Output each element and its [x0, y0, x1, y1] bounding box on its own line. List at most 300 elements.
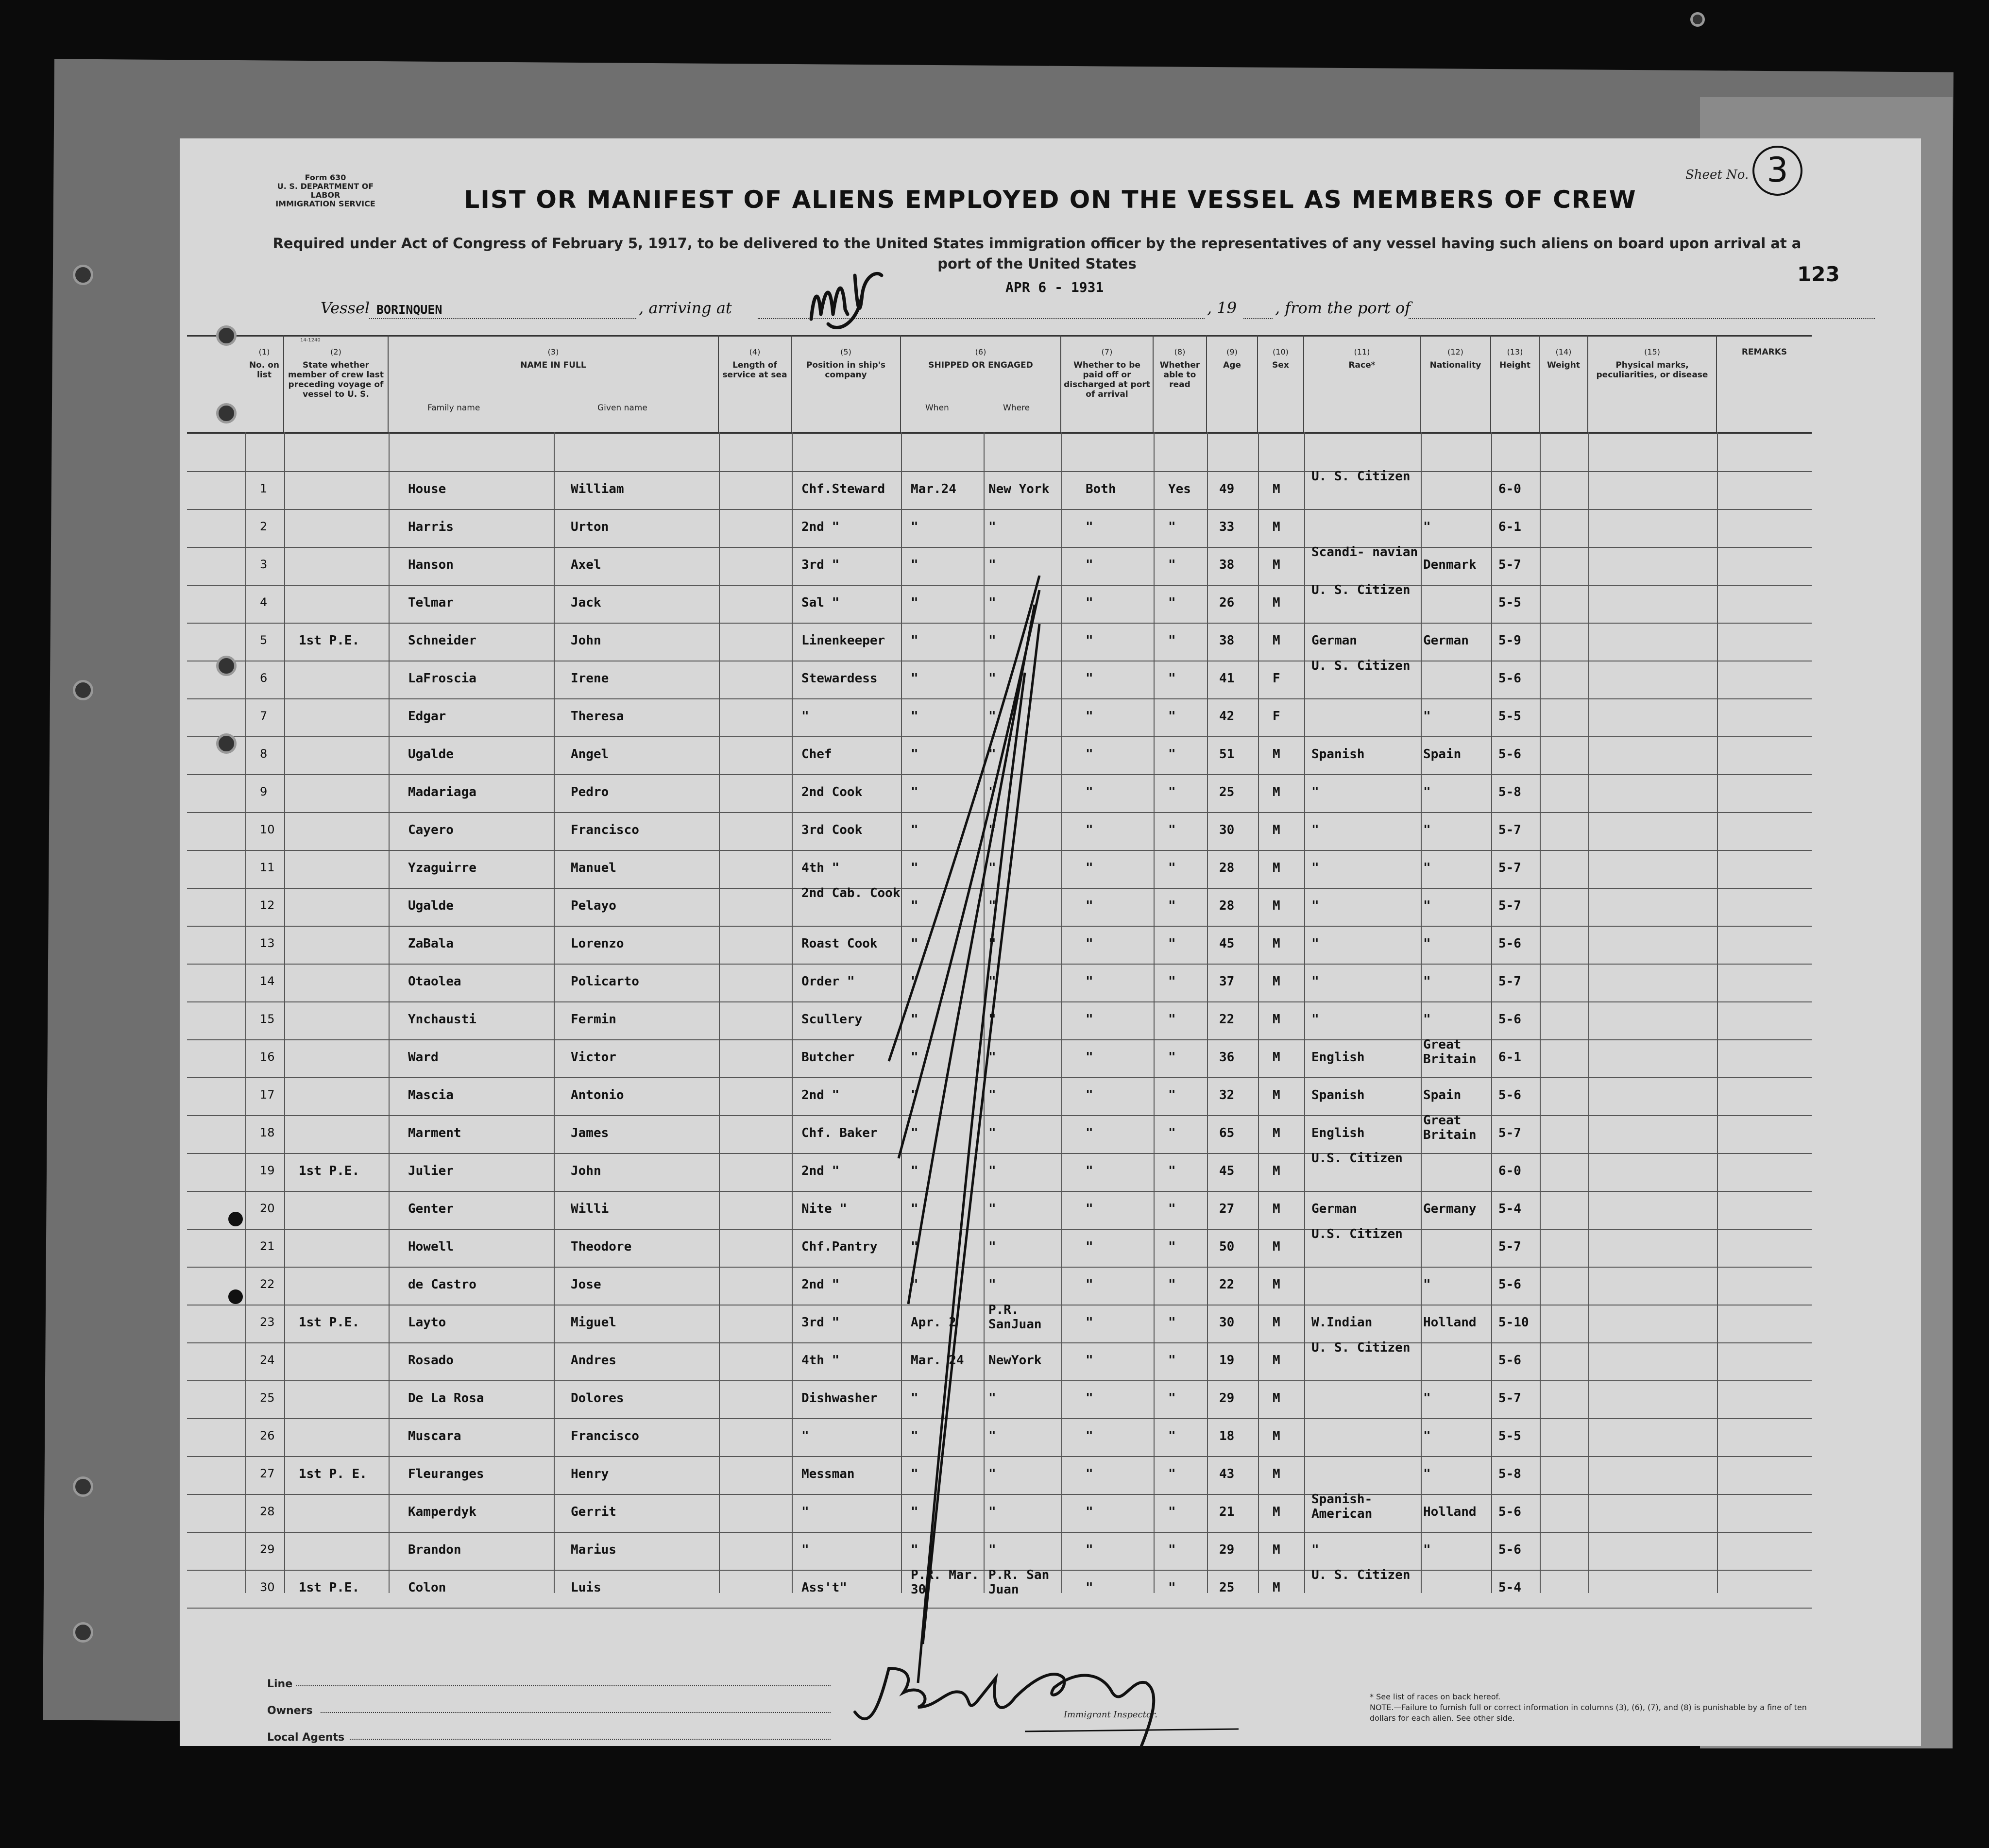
- cell-height: 5-7: [1498, 1391, 1521, 1406]
- cell-height: 5-6: [1498, 747, 1521, 762]
- cell-race: ": [1311, 785, 1319, 799]
- vessel-line: [321, 299, 1875, 333]
- cell-when: ": [911, 633, 918, 648]
- cell-no: 19: [260, 1164, 275, 1177]
- cell-position: Chef: [801, 747, 832, 762]
- cell-paid-off: ": [1086, 1277, 1093, 1292]
- cell-read: ": [1168, 861, 1176, 875]
- cell-race: ": [1311, 861, 1319, 875]
- cell-age: 32: [1219, 1088, 1235, 1102]
- cell-paid-off: ": [1086, 747, 1093, 762]
- punch-hole: [73, 1476, 93, 1497]
- cell-when: ": [911, 520, 918, 534]
- cell-read: ": [1168, 1202, 1176, 1216]
- cell-height: 5-8: [1498, 1467, 1521, 1481]
- table-row: [187, 471, 1812, 509]
- cell-read: ": [1168, 1505, 1176, 1519]
- cell-no: 16: [260, 1050, 275, 1064]
- cell-height: 5-6: [1498, 1012, 1521, 1027]
- cell-where: ": [988, 1012, 996, 1027]
- cell-family-name: Howell: [408, 1239, 454, 1254]
- cell-position: Sal ": [801, 595, 840, 610]
- cell-given-name: Lorenzo: [571, 936, 624, 951]
- cell-race: U. S. Citizen: [1311, 659, 1411, 673]
- cell-position: Nite ": [801, 1202, 847, 1216]
- cell-where: ": [988, 1239, 996, 1254]
- cell-age: 45: [1219, 936, 1235, 951]
- cell-nationality: ": [1423, 936, 1431, 951]
- cell-height: 6-0: [1498, 482, 1521, 496]
- cell-sex: M: [1273, 861, 1280, 875]
- cell-where: ": [988, 1050, 996, 1065]
- cell-no: 29: [260, 1543, 275, 1556]
- cell-when: ": [911, 1505, 918, 1519]
- cell-paid-off: ": [1086, 1353, 1093, 1368]
- cell-position: Chf.Pantry: [801, 1239, 878, 1254]
- agents-underline: [350, 1739, 831, 1740]
- cell-nationality: ": [1423, 899, 1431, 913]
- header-col-15: (15) Physical marks, peculiarities, or disease: [1588, 335, 1717, 432]
- cell-given-name: Marius: [571, 1543, 616, 1557]
- cell-height: 5-6: [1498, 1353, 1521, 1368]
- cell-age: 28: [1219, 861, 1235, 875]
- cell-position: ": [801, 1429, 809, 1443]
- header-when: When: [925, 403, 949, 413]
- cell-given-name: Miguel: [571, 1315, 616, 1330]
- cell-sex: M: [1273, 520, 1280, 534]
- cell-family-name: Muscara: [408, 1429, 461, 1443]
- header-col-13: (13) Height: [1491, 335, 1540, 432]
- cell-prev-voyage: 1st P.E.: [299, 633, 360, 648]
- cell-sex: M: [1273, 785, 1280, 799]
- cell-paid-off: ": [1086, 861, 1093, 875]
- cell-family-name: Madariaga: [408, 785, 476, 799]
- cell-race: German: [1311, 1202, 1357, 1216]
- cell-no: 20: [260, 1202, 275, 1215]
- cell-read: ": [1168, 1467, 1176, 1481]
- vessel-underline: [369, 318, 636, 319]
- cell-paid-off: ": [1086, 671, 1093, 686]
- cell-read: ": [1168, 1050, 1176, 1065]
- cell-when: ": [911, 785, 918, 799]
- cell-nationality: Germany: [1423, 1202, 1477, 1216]
- cell-family-name: Colon: [408, 1580, 446, 1595]
- cell-paid-off: ": [1086, 1429, 1093, 1443]
- cell-no: 12: [260, 899, 275, 912]
- cell-where: ": [988, 1505, 996, 1519]
- cell-when: ": [911, 974, 918, 989]
- cell-read: ": [1168, 823, 1176, 837]
- cell-race: Spanish: [1311, 1088, 1365, 1102]
- cell-age: 37: [1219, 974, 1235, 989]
- cell-read: ": [1168, 1088, 1176, 1102]
- cell-race: English: [1311, 1126, 1365, 1140]
- cell-race: English: [1311, 1050, 1365, 1065]
- cell-nationality: Spain: [1423, 747, 1462, 762]
- cell-when: ": [911, 1050, 918, 1065]
- cell-family-name: Edgar: [408, 709, 446, 724]
- cell-where: ": [988, 558, 996, 572]
- cell-family-name: Schneider: [408, 633, 476, 648]
- cell-where: P.R. San Juan: [988, 1568, 1050, 1597]
- cell-family-name: LaFroscia: [408, 671, 476, 686]
- cell-given-name: Francisco: [571, 823, 639, 837]
- cell-no: 28: [260, 1505, 275, 1518]
- cell-race: ": [1311, 974, 1319, 989]
- cell-race: ": [1311, 1012, 1319, 1027]
- cell-read: ": [1168, 709, 1176, 724]
- cell-when: ": [911, 1202, 918, 1216]
- cell-sex: F: [1273, 671, 1280, 686]
- cell-sex: M: [1273, 1580, 1280, 1595]
- cell-sex: M: [1273, 1126, 1280, 1140]
- cell-read: Yes: [1168, 482, 1191, 496]
- cell-paid-off: ": [1086, 520, 1093, 534]
- cell-given-name: Pelayo: [571, 899, 616, 913]
- cell-race: W.Indian: [1311, 1315, 1373, 1330]
- cell-position: Dishwasher: [801, 1391, 878, 1406]
- header-given-name: Given name: [597, 403, 647, 413]
- header-col-6: (6) SHIPPED OR ENGAGED When Where: [901, 335, 1061, 432]
- header-bottom-rule: [187, 432, 1812, 434]
- cell-read: ": [1168, 1543, 1176, 1557]
- cell-position: 2nd ": [801, 520, 840, 534]
- cell-position: 3rd Cook: [801, 823, 863, 837]
- cell-read: ": [1168, 558, 1176, 572]
- cell-family-name: Ugalde: [408, 747, 454, 762]
- cell-no: 25: [260, 1391, 275, 1405]
- date-stamp: APR 6 - 1931: [1005, 279, 1104, 295]
- cell-sex: M: [1273, 1202, 1280, 1216]
- cell-height: 5-6: [1498, 1543, 1521, 1557]
- cell-when: ": [911, 1126, 918, 1140]
- cell-when: ": [911, 1467, 918, 1481]
- punch-hole: [216, 656, 237, 676]
- cell-age: 30: [1219, 1315, 1235, 1330]
- cell-position: 2nd Cook: [801, 785, 863, 799]
- header-where: Where: [1003, 403, 1030, 413]
- cell-nationality: ": [1423, 1391, 1431, 1406]
- cell-where: ": [988, 1126, 996, 1140]
- cell-when: Mar.24: [911, 482, 956, 496]
- cell-height: 5-9: [1498, 633, 1521, 648]
- cell-given-name: Gerrit: [571, 1505, 616, 1519]
- subtitle-line-1: Required under Act of Congress of February 5, 1917, to be delivered to the United States immigration officer by the representatives of any vessel having such aliens on board upon arrival at a: [272, 235, 1802, 252]
- punch-hole: [73, 265, 93, 285]
- cell-paid-off: ": [1086, 1012, 1093, 1027]
- cell-nationality: ": [1423, 823, 1431, 837]
- cell-given-name: Jack: [571, 595, 601, 610]
- cell-sex: M: [1273, 633, 1280, 648]
- cell-age: 22: [1219, 1277, 1235, 1292]
- cell-position: Messman: [801, 1467, 855, 1481]
- cell-race: ": [1311, 899, 1319, 913]
- cell-read: ": [1168, 974, 1176, 989]
- cell-given-name: Andres: [571, 1353, 616, 1368]
- cell-no: 26: [260, 1429, 275, 1442]
- cell-nationality: Denmark: [1423, 558, 1477, 572]
- cell-when: Mar. 24: [911, 1353, 964, 1368]
- cell-family-name: Ward: [408, 1050, 439, 1065]
- cell-where: ": [988, 1164, 996, 1178]
- cell-when: ": [911, 899, 918, 913]
- cell-sex: M: [1273, 936, 1280, 951]
- cell-nationality: Great Britain: [1423, 1113, 1477, 1142]
- footer-owners-label: Owners: [267, 1705, 313, 1717]
- cell-given-name: Dolores: [571, 1391, 624, 1406]
- inspector-label: Immigrant Inspector.: [1064, 1710, 1158, 1720]
- cell-when: ": [911, 1277, 918, 1292]
- cell-position: 2nd ": [801, 1277, 840, 1292]
- cell-given-name: Antonio: [571, 1088, 624, 1102]
- cell-when: ": [911, 1088, 918, 1102]
- cell-read: ": [1168, 1391, 1176, 1406]
- cell-family-name: Brandon: [408, 1543, 461, 1557]
- cell-family-name: Ugalde: [408, 899, 454, 913]
- cell-read: ": [1168, 520, 1176, 534]
- cell-sex: M: [1273, 823, 1280, 837]
- cell-family-name: Ynchausti: [408, 1012, 476, 1027]
- cell-sex: M: [1273, 899, 1280, 913]
- cell-sex: M: [1273, 595, 1280, 610]
- cell-race: U.S. Citizen: [1311, 1151, 1403, 1166]
- cell-nationality: ": [1423, 785, 1431, 799]
- cell-race: Scandi- navian: [1311, 545, 1418, 559]
- cell-position: 3rd ": [801, 1315, 840, 1330]
- vessel-label: Vessel: [321, 299, 370, 317]
- cell-race: Spanish- American: [1311, 1492, 1373, 1521]
- cell-given-name: William: [571, 482, 624, 496]
- line-underline: [296, 1685, 831, 1686]
- cell-given-name: Jose: [571, 1277, 601, 1292]
- cell-given-name: James: [571, 1126, 609, 1140]
- cell-position: Chf.Steward: [801, 482, 885, 496]
- cell-family-name: De La Rosa: [408, 1391, 484, 1406]
- cell-no: 18: [260, 1126, 275, 1139]
- cell-paid-off: ": [1086, 974, 1093, 989]
- cell-when: Apr. 2: [911, 1315, 956, 1330]
- cell-race: German: [1311, 633, 1357, 648]
- cell-position: 2nd ": [801, 1088, 840, 1102]
- cell-given-name: Luis: [571, 1580, 601, 1595]
- cell-paid-off: ": [1086, 899, 1093, 913]
- cell-no: 23: [260, 1315, 275, 1329]
- cell-position: 3rd ": [801, 558, 840, 572]
- cell-family-name: Cayero: [408, 823, 454, 837]
- cell-given-name: Henry: [571, 1467, 609, 1481]
- cell-where: ": [988, 1543, 996, 1557]
- cell-paid-off: ": [1086, 1088, 1093, 1102]
- cell-where: ": [988, 1467, 996, 1481]
- cell-height: 5-7: [1498, 1126, 1521, 1140]
- cell-family-name: Mascia: [408, 1088, 454, 1102]
- form-service: IMMIGRATION SERVICE: [275, 199, 375, 208]
- cell-prev-voyage: 1st P.E.: [299, 1164, 360, 1178]
- cell-given-name: John: [571, 633, 601, 648]
- cell-where: ": [988, 520, 996, 534]
- cell-race: U. S. Citizen: [1311, 583, 1411, 597]
- cell-sex: M: [1273, 1012, 1280, 1027]
- page-number: 123: [1797, 262, 1840, 286]
- cell-paid-off: Both: [1086, 482, 1116, 496]
- cell-height: 5-5: [1498, 709, 1521, 724]
- cell-race: ": [1311, 936, 1319, 951]
- punch-hole: [216, 325, 237, 346]
- cell-nationality: ": [1423, 1277, 1431, 1292]
- cell-nationality: ": [1423, 1467, 1431, 1481]
- year-underline: [1243, 318, 1273, 319]
- table-row: [187, 509, 1812, 547]
- cell-family-name: Kamperdyk: [408, 1505, 476, 1519]
- cell-no: 9: [260, 785, 268, 798]
- cell-height: 5-6: [1498, 1088, 1521, 1102]
- cell-when: ": [911, 595, 918, 610]
- cell-nationality: ": [1423, 520, 1431, 534]
- cell-when: P.R. Mar. 30: [911, 1568, 979, 1597]
- cell-race: ": [1311, 823, 1319, 837]
- cell-where: ": [988, 1202, 996, 1216]
- cell-no: 17: [260, 1088, 275, 1102]
- cell-height: 6-1: [1498, 1050, 1521, 1065]
- cell-position: Linenkeeper: [801, 633, 885, 648]
- cell-where: ": [988, 823, 996, 837]
- cell-height: 5-5: [1498, 595, 1521, 610]
- cell-read: ": [1168, 747, 1176, 762]
- cell-height: 6-1: [1498, 520, 1521, 534]
- page-title: LIST OR MANIFEST OF ALIENS EMPLOYED ON THE VESSEL AS MEMBERS OF CREW: [464, 186, 1637, 214]
- cell-given-name: Francisco: [571, 1429, 639, 1443]
- cell-paid-off: ": [1086, 1505, 1093, 1519]
- footnote-races: * See list of races on back hereof.: [1370, 1692, 1501, 1701]
- cell-family-name: House: [408, 482, 446, 496]
- cell-given-name: Willi: [571, 1202, 609, 1216]
- cell-age: 51: [1219, 747, 1235, 762]
- cell-sex: M: [1273, 1164, 1280, 1178]
- cell-paid-off: ": [1086, 785, 1093, 799]
- cell-given-name: Manuel: [571, 861, 616, 875]
- binder-hole: [228, 1212, 243, 1226]
- cell-when: ": [911, 823, 918, 837]
- cell-nationality: Holland: [1423, 1315, 1477, 1330]
- cell-no: 7: [260, 709, 268, 723]
- cell-sex: M: [1273, 558, 1280, 572]
- cell-sex: M: [1273, 974, 1280, 989]
- header-col-2: (2) State whether member of crew last preceding voyage of vessel to U. S.: [284, 335, 389, 432]
- cell-paid-off: ": [1086, 595, 1093, 610]
- cell-where: ": [988, 595, 996, 610]
- cell-paid-off: ": [1086, 1580, 1093, 1595]
- cell-read: ": [1168, 1126, 1176, 1140]
- cell-nationality: German: [1423, 633, 1469, 648]
- from-port-label: , from the port of: [1275, 299, 1411, 317]
- cell-age: 43: [1219, 1467, 1235, 1481]
- cell-position: ": [801, 709, 809, 724]
- cell-no: 4: [260, 595, 268, 609]
- sheet-no-label: Sheet No.: [1685, 168, 1749, 182]
- header-family-name: Family name: [427, 403, 480, 413]
- cell-where: ": [988, 747, 996, 762]
- cell-where: ": [988, 1088, 996, 1102]
- cell-when: ": [911, 671, 918, 686]
- cell-nationality: ": [1423, 709, 1431, 724]
- cell-sex: M: [1273, 1088, 1280, 1102]
- cell-given-name: Theodore: [571, 1239, 632, 1254]
- footer-agents-label: Local Agents: [267, 1731, 345, 1744]
- cell-no: 13: [260, 936, 275, 950]
- cell-sex: M: [1273, 482, 1280, 496]
- cell-when: ": [911, 861, 918, 875]
- cell-family-name: Rosado: [408, 1353, 454, 1368]
- cell-no: 30: [260, 1580, 275, 1594]
- cell-where: ": [988, 936, 996, 951]
- cell-position: Ass't": [801, 1580, 847, 1595]
- cell-age: 50: [1219, 1239, 1235, 1254]
- cell-age: 30: [1219, 823, 1235, 837]
- cell-paid-off: ": [1086, 1391, 1093, 1406]
- cell-no: 15: [260, 1012, 275, 1026]
- cell-given-name: Axel: [571, 558, 601, 572]
- cell-age: 33: [1219, 520, 1235, 534]
- cell-position: 2nd Cab. Cook: [801, 886, 901, 900]
- cell-position: Roast Cook: [801, 936, 878, 951]
- cell-no: 10: [260, 823, 275, 836]
- cell-sex: M: [1273, 1391, 1280, 1406]
- cell-read: ": [1168, 1239, 1176, 1254]
- cell-age: 22: [1219, 1012, 1235, 1027]
- cell-age: 49: [1219, 482, 1235, 496]
- cell-race: Spanish: [1311, 747, 1365, 762]
- header-col-3: (3) NAME IN FULL Family name Given name: [389, 335, 719, 432]
- cell-nationality: ": [1423, 1543, 1431, 1557]
- cell-nationality: ": [1423, 1012, 1431, 1027]
- cell-paid-off: ": [1086, 1315, 1093, 1330]
- cell-age: 29: [1219, 1543, 1235, 1557]
- cell-age: 42: [1219, 709, 1235, 724]
- vessel-name: BORINQUEN: [376, 303, 442, 317]
- cell-position: 4th ": [801, 1353, 840, 1368]
- footer-line-label: Line: [267, 1678, 293, 1690]
- form-number: Form 630: [305, 173, 346, 182]
- cell-when: ": [911, 1429, 918, 1443]
- cell-no: 3: [260, 558, 268, 571]
- cell-age: 65: [1219, 1126, 1235, 1140]
- cell-read: ": [1168, 899, 1176, 913]
- header-col-4: (4) Length of service at sea: [719, 335, 792, 432]
- cell-family-name: Otaolea: [408, 974, 461, 989]
- cell-no: 8: [260, 747, 268, 761]
- header-col-11: (11) Race*: [1304, 335, 1421, 432]
- cell-family-name: Harris: [408, 520, 454, 534]
- cell-where: ": [988, 1277, 996, 1292]
- cell-position: Stewardess: [801, 671, 878, 686]
- cell-sex: M: [1273, 1429, 1280, 1443]
- cell-height: 5-10: [1498, 1315, 1529, 1330]
- cell-no: 14: [260, 974, 275, 988]
- cell-height: 5-8: [1498, 785, 1521, 799]
- cell-height: 5-7: [1498, 899, 1521, 913]
- footnote: [1370, 1692, 1826, 1724]
- cell-nationality: Spain: [1423, 1088, 1462, 1102]
- cell-paid-off: ": [1086, 558, 1093, 572]
- cell-age: 38: [1219, 633, 1235, 648]
- cell-paid-off: ": [1086, 1467, 1093, 1481]
- cell-read: ": [1168, 936, 1176, 951]
- binder-hole: [228, 1289, 243, 1304]
- cell-no: 22: [260, 1277, 275, 1291]
- header-col-5: (5) Position in ship's company: [792, 335, 901, 432]
- cell-height: 5-7: [1498, 558, 1521, 572]
- cell-paid-off: ": [1086, 1126, 1093, 1140]
